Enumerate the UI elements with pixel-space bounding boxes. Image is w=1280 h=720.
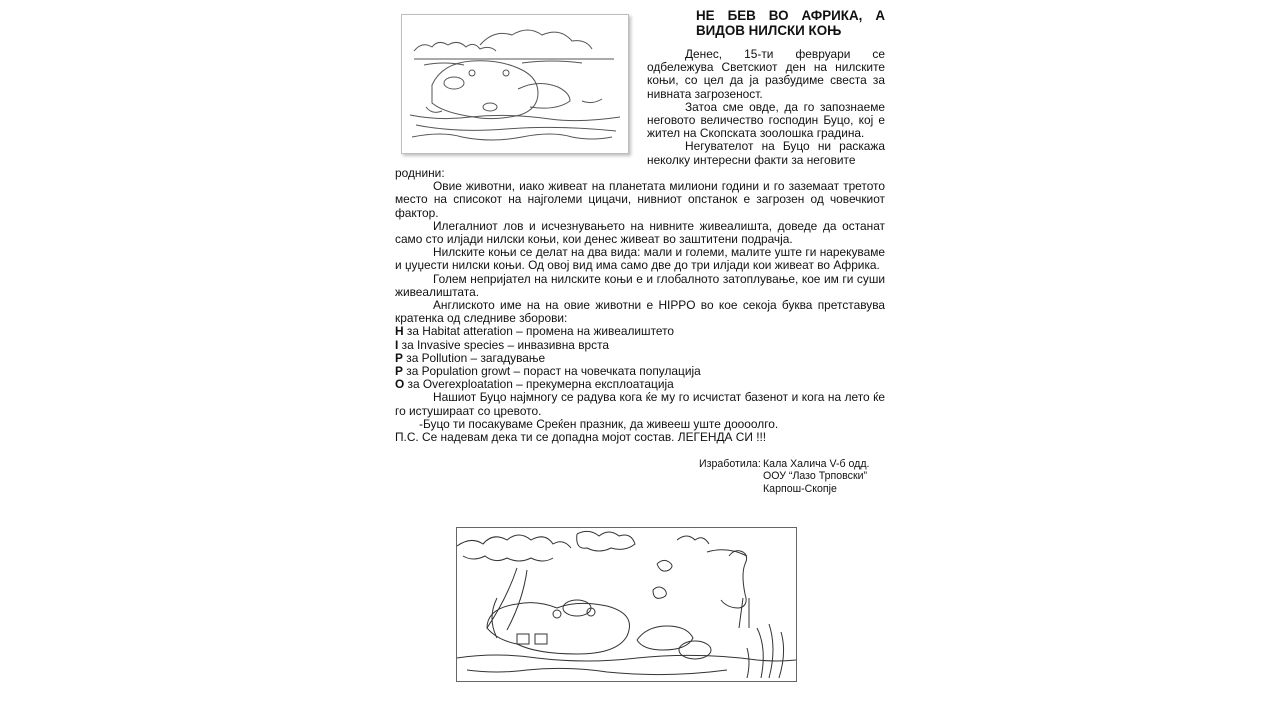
hippo-letter: P	[395, 364, 403, 379]
hippo-meaning: за Habitat atteration – промена на живеалиштето	[403, 324, 675, 339]
signature-line: ООУ “Лазо Трповски”	[763, 470, 868, 483]
signature-line: Карпош-Скопје	[763, 482, 837, 495]
birthday-wish: -Буцо ти посакуваме Среќен празник, да живееш уште доооолго.	[419, 416, 779, 431]
hippo-pond-coloring-picture	[456, 527, 797, 682]
hippo-letter: I	[395, 337, 399, 352]
hippo-letter: H	[395, 324, 404, 339]
body-text	[395, 167, 885, 444]
closing-paragraph: Нашиот Буцо најмногу се радува кога ќе му го исчистат базенот и кога на лето ќе го истушираат со цревото.	[395, 390, 885, 418]
postscript: П.С. Се надевам дека ти се допадна мојот состав. ЛЕГЕНДА СИ !!!	[395, 430, 767, 445]
signature-label: Изработила:	[699, 458, 761, 470]
intro-text	[647, 48, 885, 167]
hippo-meaning: за Population growt – пораст на човечката популација	[402, 364, 701, 379]
hippo-meaning: за Pollution – загадување	[402, 350, 546, 365]
body-paragraph: Овие животни, иако живеат на планетата милиони години и го заземаат третото место на списокот на најголеми цицачи, нивниот опстанок е загрозен од човечкиот фактор.	[395, 179, 885, 220]
hippo-meaning: за Overexploatation – прекумерна експлоатација	[404, 377, 674, 392]
body-paragraph: Илегалниот лов и исчезнувањето на нивните живеалишта, доведе да останат само сто илјади нилски коњи, кои денес живеат во заштитени подрачја.	[395, 218, 885, 247]
author-signature	[699, 458, 869, 495]
hippo-letter: O	[395, 377, 405, 392]
continuation-line: роднини:	[395, 166, 445, 180]
signature-line: Кала Халича V-б одд.	[763, 458, 870, 470]
body-paragraph: Англиското име на на овие животни е HIPPO во кое секоја буква претставува кратенка од следниве зборови:	[395, 298, 885, 326]
hippo-meaning: за Invasive species – инвазивна врста	[398, 337, 610, 352]
hippo-in-water-drawing	[401, 14, 629, 154]
document-page	[395, 0, 885, 720]
intro-paragraph: Негувателот на Буцо ни раскажа неколку интересни факти за неговите	[647, 139, 885, 167]
body-paragraph: Голем непријател на нилските коњи е и глобалното затоплување, кое им ги суши живеалиштата.	[395, 271, 885, 299]
hippo-letter: P	[395, 350, 403, 365]
intro-paragraph: Денес, 15-ти февруари се одбележува Светскиот ден на нилските коњи, со цел да ја разбудиме свеста за нивната загрозеност.	[647, 47, 885, 101]
intro-paragraph: Затоа сме овде, да го запознаеме неговото величество господин Буцо, кој е жител на Скопската зоолошка градина.	[647, 99, 885, 141]
body-paragraph: Нилските коњи се делат на два вида: мали и големи, малите уште ги нарекуваме и џуџести нилски коњи. Од овој вид има само две до три илјади кои живеат во Африка.	[395, 245, 885, 273]
article-title: НЕ БЕВ ВО АФРИКА, А ВИДОВ НИЛСКИ КОЊ	[696, 8, 885, 38]
